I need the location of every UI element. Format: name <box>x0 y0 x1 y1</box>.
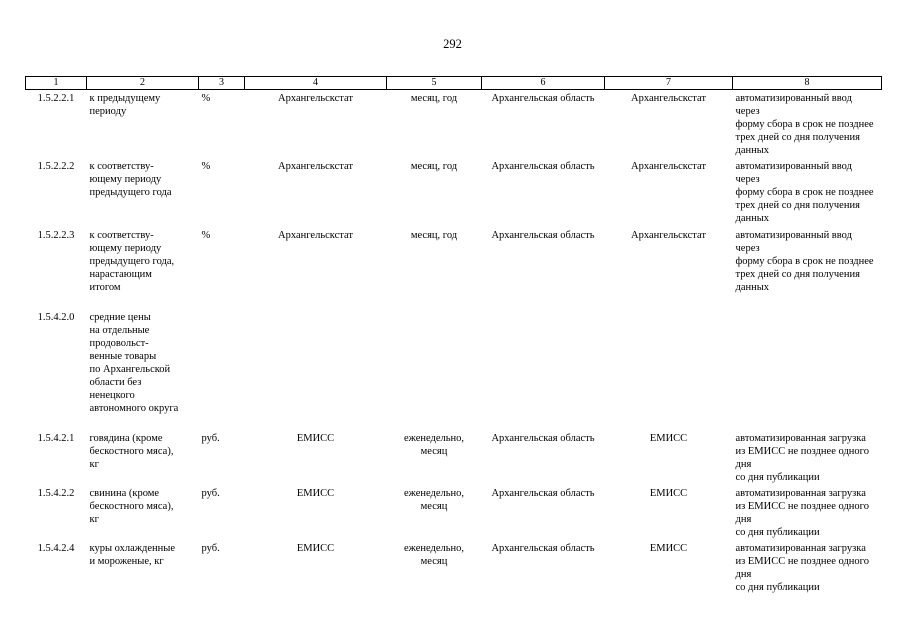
data-source: Архангельскстат <box>278 160 353 172</box>
indicator-name: свинина (кроме бескостного мяса), кг <box>89 487 174 525</box>
column-number: 5 <box>387 77 482 90</box>
territory <box>482 309 605 430</box>
column-number-row <box>26 77 882 90</box>
indicator-name: средние цены на отдельные продовольст- венные товары по Архангельской области без ненецкого автономного округа <box>89 311 179 414</box>
table-body <box>26 90 882 594</box>
table-row <box>26 540 882 594</box>
input-method: автоматизированный ввод через форму сбора в срок не позднее трех дней со дня получения данных <box>735 93 874 156</box>
unit: % <box>201 93 211 104</box>
indicator-code: 1.5.4.2.2 <box>37 487 75 499</box>
territory: Архангельская область <box>491 432 595 444</box>
periodicity: еженедельно, месяц <box>403 542 465 567</box>
indicator-name: к предыдущему периоду <box>89 93 161 117</box>
indicator-name: к соответству- ющему периоду предыдущего года, нарастающим итогом <box>89 229 175 293</box>
table-row <box>26 227 882 309</box>
column-number: 4 <box>245 77 387 90</box>
provider: Архангельскстат <box>631 160 706 172</box>
input-method: автоматизированный ввод через форму сбора в срок не позднее трех дней со дня получения данных <box>735 229 874 293</box>
indicator-code: 1.5.2.2.3 <box>37 229 75 241</box>
data-source <box>245 309 387 430</box>
column-number: 2 <box>87 77 199 90</box>
provider: Архангельскстат <box>631 93 706 104</box>
territory: Архангельская область <box>491 229 595 241</box>
periodicity: еженедельно, месяц <box>403 432 465 457</box>
indicator-name: к соответству- ющему периоду предыдущего года <box>89 160 172 198</box>
unit: руб. <box>201 432 220 444</box>
column-number: 3 <box>199 77 245 90</box>
data-source: Архангельскстат <box>278 229 353 241</box>
unit: % <box>201 160 211 172</box>
territory: Архангельская область <box>491 93 595 104</box>
provider: Архангельскстат <box>631 229 706 241</box>
table-row <box>26 90 882 158</box>
indicator-code: 1.5.2.2.1 <box>37 93 75 104</box>
provider: ЕМИСС <box>649 487 688 499</box>
territory: Архангельская область <box>491 160 595 172</box>
periodicity <box>387 309 482 430</box>
periodicity: месяц, год <box>410 160 458 172</box>
unit: руб. <box>201 542 220 554</box>
unit <box>199 309 245 430</box>
input-method <box>733 309 882 430</box>
provider: ЕМИСС <box>649 542 688 554</box>
table-row <box>26 309 882 430</box>
provider <box>605 309 733 430</box>
indicator-table <box>25 76 882 594</box>
column-number: 7 <box>605 77 733 90</box>
data-source: Архангельскстат <box>278 93 353 104</box>
data-source: ЕМИСС <box>296 542 335 554</box>
table-row <box>26 485 882 540</box>
table-header <box>26 77 882 90</box>
input-method: автоматизированная загрузка из ЕМИСС не позднее одного дня со дня публикации <box>735 487 869 538</box>
indicator-code: 1.5.4.2.1 <box>37 432 75 444</box>
unit: руб. <box>201 487 220 499</box>
territory: Архангельская область <box>491 487 595 499</box>
indicator-code: 1.5.4.2.4 <box>37 542 75 554</box>
periodicity: месяц, год <box>410 93 458 104</box>
table-row <box>26 158 882 227</box>
provider: ЕМИСС <box>649 432 688 444</box>
table-row <box>26 430 882 485</box>
periodicity: еженедельно, месяц <box>403 487 465 512</box>
page-number: 292 <box>443 37 462 51</box>
input-method: автоматизированная загрузка из ЕМИСС не позднее одного дня со дня публикации <box>735 542 869 593</box>
data-source: ЕМИСС <box>296 432 335 444</box>
periodicity: месяц, год <box>410 229 458 241</box>
column-number: 6 <box>482 77 605 90</box>
indicator-name: говядина (кроме бескостного мяса), кг <box>89 432 174 470</box>
column-number: 8 <box>733 77 882 90</box>
territory: Архангельская область <box>491 542 595 554</box>
data-source: ЕМИСС <box>296 487 335 499</box>
input-method: автоматизированный ввод через форму сбора в срок не позднее трех дней со дня получения данных <box>735 160 874 224</box>
column-number: 1 <box>26 77 87 90</box>
indicator-code: 1.5.2.2.2 <box>37 160 75 172</box>
indicator-code: 1.5.4.2.0 <box>37 311 75 323</box>
unit: % <box>201 229 211 241</box>
input-method: автоматизированная загрузка из ЕМИСС не позднее одного дня со дня публикации <box>735 432 869 483</box>
indicator-name: куры охлажденные и мороженые, кг <box>89 542 175 567</box>
